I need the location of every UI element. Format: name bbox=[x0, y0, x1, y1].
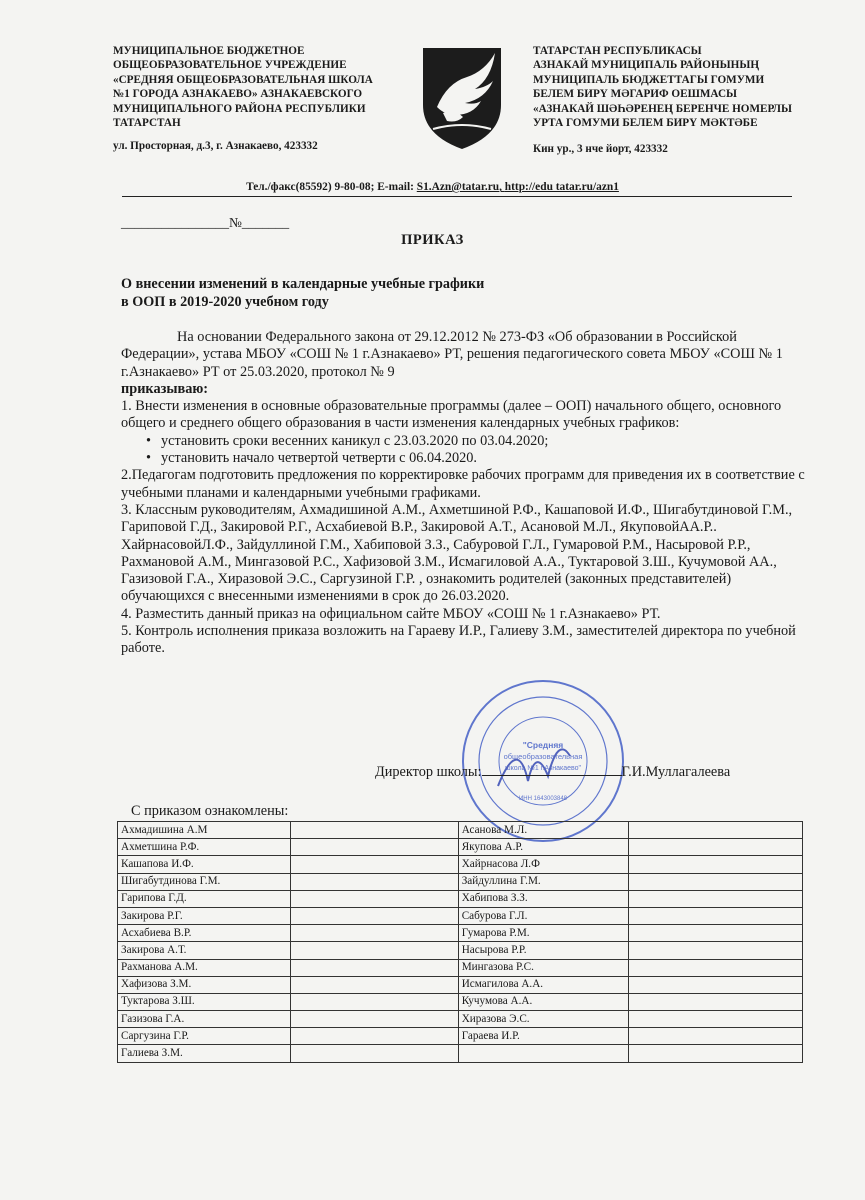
name-cell: Сабурова Г.Л. bbox=[458, 907, 628, 924]
header-right-address: Кин ур., 3 нче йорт, 423332 bbox=[533, 143, 668, 155]
subject-line: в ООП в 2019-2020 учебном году bbox=[121, 294, 329, 310]
stamp-line: школа №1 г.Азнакаево" bbox=[504, 765, 582, 772]
item-3: 3. Классным руководителям, Ахмадишиной А.М., Ахметшиной Р.Ф., Кашаповой И.Ф., Шигабутдиновой Г.М., Гариповой Г.Д., Закировой Р.Г., Асхабиевой В.Р., Закировой А.Т., Асановой М.Л., ЯкуповойАА.Р.. ХайрнасовойЛ.Ф., Зайдуллиной Г.М., Хабиповой З.З., Сабуровой Г.Л., Гумаровой Р.М., Насыровой Р.Р., Рахмановой А.М., Мингазовой Р.С., Хафизовой З.М., Исмагиловой А.А., Туктаровой З.Ш., Кучумовой АА., Газизовой Г.А., Хиразовой Э.С., Саргузиной Г.Р. , ознакомить родителей (законных представителей) обучающихся с внесенными изменениями в срок до 26.03.2020. bbox=[121, 501, 793, 605]
acknowledgement-title: С приказом ознакомлены: bbox=[131, 803, 289, 819]
signature-cell bbox=[629, 976, 803, 993]
document-title: ПРИКАЗ bbox=[401, 232, 464, 248]
name-cell: Галиева З.М. bbox=[118, 1045, 291, 1062]
signature-cell bbox=[629, 1028, 803, 1045]
order-number-line: ________________№_______ bbox=[121, 215, 290, 230]
signature-cell bbox=[290, 942, 458, 959]
signature-cell bbox=[629, 907, 803, 924]
header-left-line: МУНИЦИПАЛЬНОЕ БЮДЖЕТНОЕ bbox=[113, 45, 305, 57]
subject-line: О внесении изменений в календарные учебные графики bbox=[121, 276, 485, 292]
header-left-line: МУНИЦИПАЛЬНОГО РАЙОНА РЕСПУБЛИКИ bbox=[113, 102, 366, 115]
header-right-line: АЗНАКАЙ МУНИЦИПАЛЬ РАЙОНЫНЫҢ bbox=[533, 59, 760, 72]
item-4: 4. Разместить данный приказ на официальном сайте МБОУ «СОШ № 1 г.Азнакаево» РТ. bbox=[121, 605, 661, 622]
name-cell: Хиразова Э.С. bbox=[458, 1011, 628, 1028]
order-word-text: приказываю: bbox=[121, 380, 209, 397]
signer-role: Директор школы: bbox=[375, 764, 482, 780]
name-cell: Ахметшина Р.Ф. bbox=[118, 839, 291, 856]
website-link[interactable]: http://edu tatar.ru/azn1 bbox=[504, 181, 619, 193]
name-cell: Хабипова З.З. bbox=[458, 890, 628, 907]
name-cell: Мингазова Р.С. bbox=[458, 959, 628, 976]
name-cell: Хафизова З.М. bbox=[118, 976, 291, 993]
bullet-item: • установить начало четвертой четверти с 06.04.2020. bbox=[121, 450, 811, 467]
signature-cell bbox=[290, 993, 458, 1010]
item-1: 1. Внести изменения в основные образовательные программы (далее – ООП) начального общего, основного общего и среднего общего образования в части изменения календарных учебных графиков: bbox=[121, 398, 782, 432]
signature-cell bbox=[290, 839, 458, 856]
signature-cell bbox=[629, 959, 803, 976]
basis-paragraph: На основании Федерального закона от 29.12.2012 № 273-ФЗ «Об образовании в Российской Федерации», устава МБОУ «СОШ № 1 г.Азнакаево» РТ, решения педагогического совета МБОУ «СОШ № 1 г.Азнакаево» РТ от 25.03.2020, протокол № 9 bbox=[121, 329, 783, 380]
table-row bbox=[118, 942, 803, 959]
contact-line bbox=[0, 181, 865, 193]
signature-table-body bbox=[118, 822, 803, 1063]
header-left bbox=[113, 44, 403, 130]
contact-separator: , bbox=[499, 181, 505, 193]
signature-cell bbox=[629, 856, 803, 873]
name-cell: Асхабиева В.Р. bbox=[118, 925, 291, 942]
signature-cell bbox=[629, 1011, 803, 1028]
header-right bbox=[533, 44, 833, 130]
signature-cell bbox=[629, 890, 803, 907]
header-right-line: УРТА ГОМУМИ БЕЛЕМ БИРҮ МӘКТӘБЕ bbox=[533, 117, 758, 130]
signature-cell bbox=[629, 873, 803, 890]
table-row bbox=[118, 1045, 803, 1062]
table-row bbox=[118, 822, 803, 839]
signature-cell bbox=[629, 925, 803, 942]
signature-cell bbox=[290, 822, 458, 839]
header-left-line: ОБЩЕОБРАЗОВАТЕЛЬНОЕ УЧРЕЖДЕНИЕ bbox=[113, 59, 347, 72]
signature-cell bbox=[629, 993, 803, 1010]
table-row bbox=[118, 925, 803, 942]
header-left-line: ТАТАРСТАН bbox=[113, 117, 181, 130]
header-right-line: МУНИЦИПАЛЬ БЮДЖЕТТАГЫ ГОМУМИ bbox=[533, 73, 765, 86]
order-word bbox=[121, 381, 811, 398]
name-cell: Исмагилова А.А. bbox=[458, 976, 628, 993]
bullet-item: • установить сроки весенних каникул с 23.03.2020 по 03.04.2020; bbox=[121, 433, 811, 450]
signature-cell bbox=[290, 907, 458, 924]
signature-cell bbox=[629, 1045, 803, 1062]
header-left-line: №1 ГОРОДА АЗНАКАЕВО» АЗНАКАЕВСКОГО bbox=[113, 88, 363, 101]
header-left-address: ул. Просторная, д.3, г. Азнакаево, 423332 bbox=[113, 140, 318, 152]
name-cell: Гарипова Г.Д. bbox=[118, 890, 291, 907]
table-row bbox=[118, 993, 803, 1010]
table-row bbox=[118, 1011, 803, 1028]
item-5: 5. Контроль исполнения приказа возложить на Гараеву И.Р., Галиеву З.М., заместителей директора по учебной работе. bbox=[121, 623, 796, 657]
eagle-emblem-icon bbox=[403, 43, 521, 153]
signature-cell bbox=[629, 942, 803, 959]
signature-line bbox=[375, 764, 730, 781]
name-cell: Гараева И.Р. bbox=[458, 1028, 628, 1045]
signature-table bbox=[117, 821, 803, 1063]
name-cell: Насырова Р.Р. bbox=[458, 942, 628, 959]
header-right-line: ТАТАРСТАН РЕСПУБЛИКАСЫ bbox=[533, 45, 702, 57]
signature-cell bbox=[290, 890, 458, 907]
header-divider bbox=[122, 196, 792, 197]
name-cell: Шигабутдинова Г.М. bbox=[118, 873, 291, 890]
name-cell: Саргузина Г.Р. bbox=[118, 1028, 291, 1045]
header-left-line: «СРЕДНЯЯ ОБЩЕОБРАЗОВАТЕЛЬНАЯ ШКОЛА bbox=[113, 73, 373, 86]
name-cell: Туктарова З.Ш. bbox=[118, 993, 291, 1010]
signature-cell bbox=[290, 1028, 458, 1045]
email-link[interactable]: S1.Azn@tatar.ru bbox=[416, 181, 500, 193]
name-cell: Хайрнасова Л.Ф bbox=[458, 856, 628, 873]
signature-cell bbox=[290, 925, 458, 942]
table-row bbox=[118, 907, 803, 924]
name-cell bbox=[458, 1045, 628, 1062]
signer-name: Г.И.Муллагалеева bbox=[621, 764, 731, 780]
signature-cell bbox=[629, 822, 803, 839]
name-cell: Газизова Г.А. bbox=[118, 1011, 291, 1028]
signature-blank bbox=[482, 775, 622, 776]
signature-cell bbox=[290, 1045, 458, 1062]
signature-cell bbox=[290, 873, 458, 890]
name-cell: Якупова А.Р. bbox=[458, 839, 628, 856]
table-row bbox=[118, 856, 803, 873]
table-row bbox=[118, 873, 803, 890]
table-row bbox=[118, 839, 803, 856]
stamp-line: "Средняя bbox=[522, 740, 564, 750]
name-cell: Закирова А.Т. bbox=[118, 942, 291, 959]
order-subject bbox=[121, 275, 484, 311]
header-right-line: «АЗНАКАЙ ШӘҺӘРЕНЕҢ БЕРЕНЧЕ НОМЕРЛЫ bbox=[533, 102, 792, 115]
signature-cell bbox=[290, 959, 458, 976]
name-cell: Кучумова А.А. bbox=[458, 993, 628, 1010]
table-row bbox=[118, 1028, 803, 1045]
name-cell: Асанова М.Л. bbox=[458, 822, 628, 839]
signature-cell bbox=[629, 839, 803, 856]
name-cell: Кашапова И.Ф. bbox=[118, 856, 291, 873]
signature-cell bbox=[290, 856, 458, 873]
name-cell: Ахмадишина А.М bbox=[118, 822, 291, 839]
name-cell: Гумарова Р.М. bbox=[458, 925, 628, 942]
item-2: 2.Педагогам подготовить предложения по корректировке рабочих программ для приведения их в соответствие с учебными планами и календарными учебными графиками. bbox=[121, 467, 805, 501]
table-row bbox=[118, 890, 803, 907]
stamp-line: общеобразовательная bbox=[503, 752, 583, 761]
name-cell: Закирова Р.Г. bbox=[118, 907, 291, 924]
name-cell: Рахманова А.М. bbox=[118, 959, 291, 976]
name-cell: Зайдуллина Г.М. bbox=[458, 873, 628, 890]
signature-cell bbox=[290, 976, 458, 993]
stamp-inn: ИНН 1643003848 bbox=[518, 796, 568, 802]
order-body bbox=[121, 329, 811, 658]
table-row bbox=[118, 976, 803, 993]
contact-prefix: Тел./факс(85592) 9-80-08; E-mail: bbox=[246, 181, 417, 193]
table-row bbox=[118, 959, 803, 976]
header-right-line: БЕЛЕМ БИРҮ МӘГАРИФ ОЕШМАСЫ bbox=[533, 88, 738, 101]
signature-cell bbox=[290, 1011, 458, 1028]
